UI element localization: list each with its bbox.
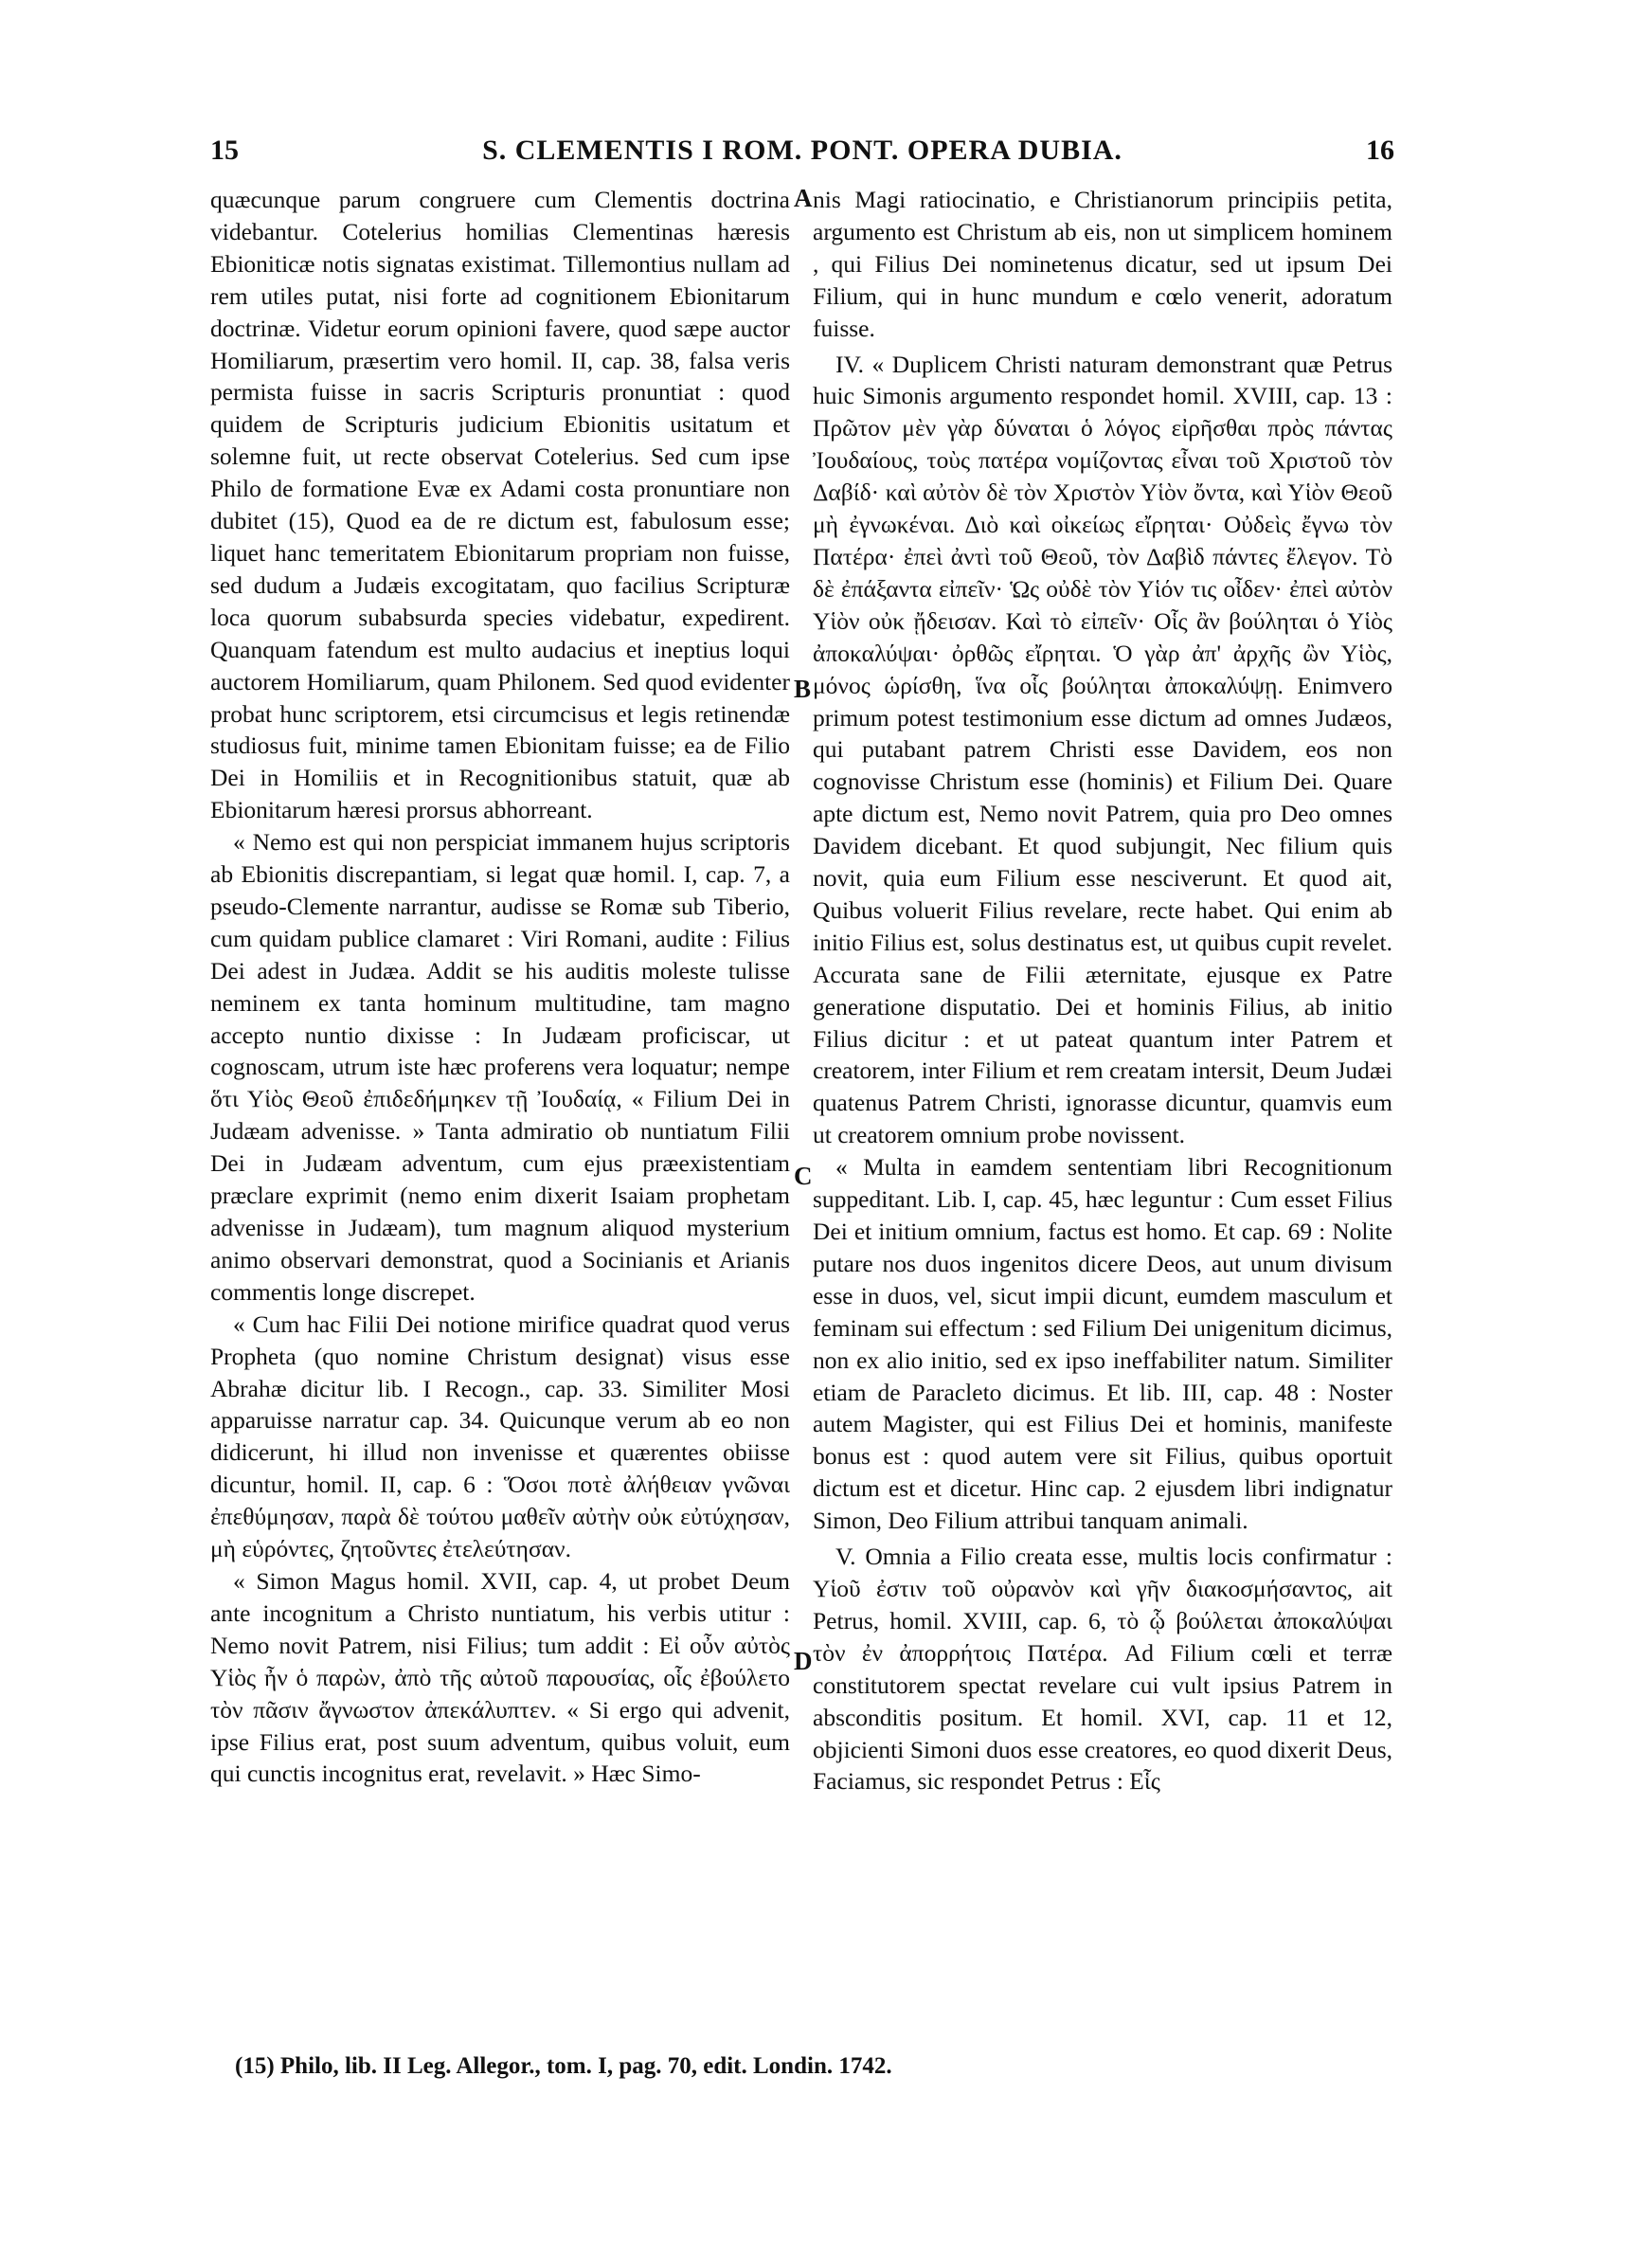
footnote: (15) Philo, lib. II Leg. Allegor., tom. I, pag. 70, edit. Londin. 1742. bbox=[235, 2053, 892, 2079]
paragraph: « Multa in eamdem sententiam libri Recognitionum suppeditant. Lib. I, cap. 45, hæc leguntur : Cum esset Filius Dei et initium omnium, factus est homo. Et cap. 69 : Nolite putare nos duos ingenitos dicere Deos, aut unum divisum esse in duos, vel, sicut impii dicunt, eumdem masculum et feminam sui effectum : sed Filium Dei unigenitum dicimus, non ex alio initio, sed ex ipso ineffabiliter natum. Similiter etiam de Paracleto dicimus. Et lib. III, cap. 48 : Noster autem Magister, qui est Filius Dei et hominis, manifeste bonus est : quod autem vere sit Filius, quibus oportuit dictum est et dicetur. Hinc cap. 2 ejusdem libri indignatur Simon, Deo Filium attribui tanquam animali. bbox=[813, 1153, 1392, 1535]
paragraph: « Nemo est qui non perspiciat immanem hujus scriptoris ab Ebionitis discrepantiam, si legat quæ homil. I, cap. 7, a pseudo-Clemente narrantur, audisse se Romæ sub Tiberio, cum quidam publice clamaret : Viri Romani, audite : Filius Dei adest in Judæa. Addit se his auditis moleste tulisse neminem ex tanta hominum multitudine, tam magno accepto nuntio dixisse : In Judæam proficiscar, ut cognoscam, utrum iste hæc proferens vera loquatur; nempe ὅτι Υἱὸς Θεοῦ ἐπιδεδήμηκεν τῇ Ἰουδαίᾳ, « Filium Dei in Judæam advenisse. » Tanta admiratio ob nuntiatum Filii Dei in Judæam adventum, cum ejus præexistentiam præclare exprimit (nemo enim dixerit Isaiam prophetam advenisse in Judæam), tum magnum aliquod mysterium animo observari demonstrat, quod a Socinianis et Arianis commentis longe discrepet. bbox=[210, 828, 790, 1306]
paragraph: V. Omnia a Filio creata esse, multis locis confirmatur : Υἱοῦ ἐστιν τοῦ οὐρανὸν καὶ γῆν διακοσμήσαντος, ait Petrus, homil. XVIII, cap. 6, τὸ ᾧ βούλεται ἀποκαλύψαι τὸν ἐν ἀπορρήτοις Πατέρα. Ad Filium cœli et terræ constitutorem spectat revelare cui vult ipsius Patrem in absconditis positum. Et homil. XVI, cap. 11 et 12, objicienti Simoni duos esse creatores, eo quod dixerit Deus, Faciamus, sic respondet Petrus : Εἷς bbox=[813, 1543, 1392, 1796]
right-column bbox=[813, 184, 1392, 1797]
margin-letter-a: A bbox=[794, 184, 813, 212]
paragraph: « Simon Magus homil. XVII, cap. 4, ut probet Deum ante incognitum a Christo nuntiatum, his verbis utitur : Nemo novit Patrem, nisi Filius; tum addit : Εἰ οὖν αὐτὸς Υἱὸς ἦν ὁ παρὼν, ἀπὸ τῆς αὐτοῦ παρουσίας, οἷς ἐβούλετο τὸν πᾶσιν ἄγνωστον ἀπεκάλυπτεν. « Si ergo qui advenit, ipse Filius erat, post suum adventum, quibus voluit, eum qui cunctis incognitus erat, revelavit. » Hæc Simo- bbox=[210, 1566, 790, 1788]
paragraph: IV. « Duplicem Christi naturam demonstrant quæ Petrus huic Simonis argumento respondet homil. XVIII, cap. 13 : Πρῶτον μὲν γὰρ δύναται ὁ λόγος εἰρῆσθαι πρὸς πάντας Ἰουδαίους, τοὺς πατέρα νομίζοντας εἶναι τοῦ Χριστοῦ τὸν Δαβίδ· καὶ αὐτὸν δὲ τὸν Χριστὸν Υἱὸν ὄντα, καὶ Υἱὸν Θεοῦ μὴ ἐγνωκέναι. Διὸ καὶ οἰκείως εἴρηται· Οὐδεὶς ἔγνω τὸν Πατέρα· ἐπεὶ ἀντὶ τοῦ Θεοῦ, τὸν Δαβὶδ πάντες ἔλεγον. Τὸ δὲ ἐπάξαντα εἰπεῖν· Ὡς οὐδὲ τὸν Υἱόν τις οἶδεν· ἐπεὶ αὐτὸν Υἱὸν οὐκ ᾔδεισαν. Καὶ τὸ εἰπεῖν· Οἷς ἂν βούληται ὁ Υἱὸς ἀποκαλύψαι· ὀρθῶς εἴρηται. Ὁ γὰρ ἀπ' ἀρχῆς ὢν Υἱὸς, μόνος ὡρίσθη, ἵνα οἷς βούληται ἀποκαλύψῃ. Enimvero primum potest testimonium esse dictum ad omnes Judæos, qui putabant patrem Christi esse Davidem, eos non cognovisse Christum esse (hominis) et Filium Dei. Quare apte dictum est, Nemo novit Patrem, quia pro Deo omnes Davidem dicebant. Et quod subjungit, Nec filium quis novit, quia eum Filium esse nesciverunt. Et quod ait, Quibus voluerit Filius revelare, recte habet. Qui enim ab initio Filius est, solus destinatus est, ut quibus cupit revelet. Accurata sane de Filii æternitate, ejusque ex Patre generatione disputatio. Dei et hominis Filius, ab initio Filius dicitur : et ut pateat quantum inter Patrem et creatorem, inter Filium et rem creatam intersit, Deum Judæi quatenus Patrem Christi, ignorasse dicuntur, quamvis eum ut creatorem omnium probe novissent. bbox=[813, 350, 1392, 1149]
paragraph: quæcunque parum congruere cum Clementis doctrina videbantur. Cotelerius homilias Clementinas hæresis Ebioniticæ notis signatas existimat. Tillemontius nullam ad rem utiles putat, nisi forte ad cognitionem Ebionitarum doctrinæ. Videtur eorum opinioni favere, quod sæpe auctor Homiliarum, præsertim vero homil. II, cap. 38, falsa veris permista fuisse in sacris Scripturis pronuntiat : quod quidem de Scripturis judicium Ebionitis usitatum et solemne fuit, ut recte observat Cotelerius. Sed cum ipse Philo de formatione Evæ ex Adami costa pronuntiare non dubitet (15), Quod ea de re dictum est, fabulosum esse; liquet hanc temeritatem Ebionitarum propriam non fuisse, sed dudum a Judæis excogitatam, quo facilius Scripturæ loca quorum subabsurda species videbatur, expedirent. Quanquam fatendum est multo audacius et ineptius loqui auctorem Homiliarum, quam Philonem. Sed quod evidenter probat hunc scriptorem, etsi circumcisus et legis retinendæ studiosus fuit, minime tamen Ebionitam fuisse; ea de Filio Dei in Homiliis et in Recognitionibus statuit, quæ ab Ebionitarum hæresi prorsus abhorreant. bbox=[210, 186, 790, 824]
running-header bbox=[210, 135, 1394, 180]
paragraph: nis Magi ratiocinatio, e Christianorum principiis petita, argumento est Christum ab eis, non ut simplicem hominem , qui Filius Dei nominetenus dicatur, sed ut ipsum Dei Filium, qui in hunc mundum e cœlo venerit, adoratum fuisse. bbox=[813, 186, 1392, 342]
left-page-number: 15 bbox=[210, 135, 239, 166]
right-page-number: 16 bbox=[1366, 135, 1394, 166]
margin-letter-b: B bbox=[794, 675, 812, 703]
margin-letter-d: D bbox=[794, 1647, 813, 1675]
paragraph: « Cum hac Filii Dei notione mirifice quadrat quod verus Propheta (quo nomine Christum designat) visus esse Abrahæ dicitur lib. I Recogn., cap. 33. Similiter Mosi apparuisse narratur cap. 34. Quicunque verum ab eo non didicerunt, hi illud non invenisse et quærentes obiisse dicuntur, homil. II, cap. 6 : Ὅσοι ποτὲ ἀλήθειαν γνῶναι ἐπεθύμησαν, παρὰ δὲ τούτου μαθεῖν αὐτὴν οὐκ εὐτύχησαν, μὴ εὑρόντες, ζητοῦντες ἐτελεύτησαν. bbox=[210, 1309, 790, 1563]
margin-letter-c: C bbox=[794, 1162, 813, 1190]
running-title: S. CLEMENTIS I ROM. PONT. OPERA DUBIA. bbox=[482, 135, 1122, 166]
left-column bbox=[210, 184, 790, 1790]
